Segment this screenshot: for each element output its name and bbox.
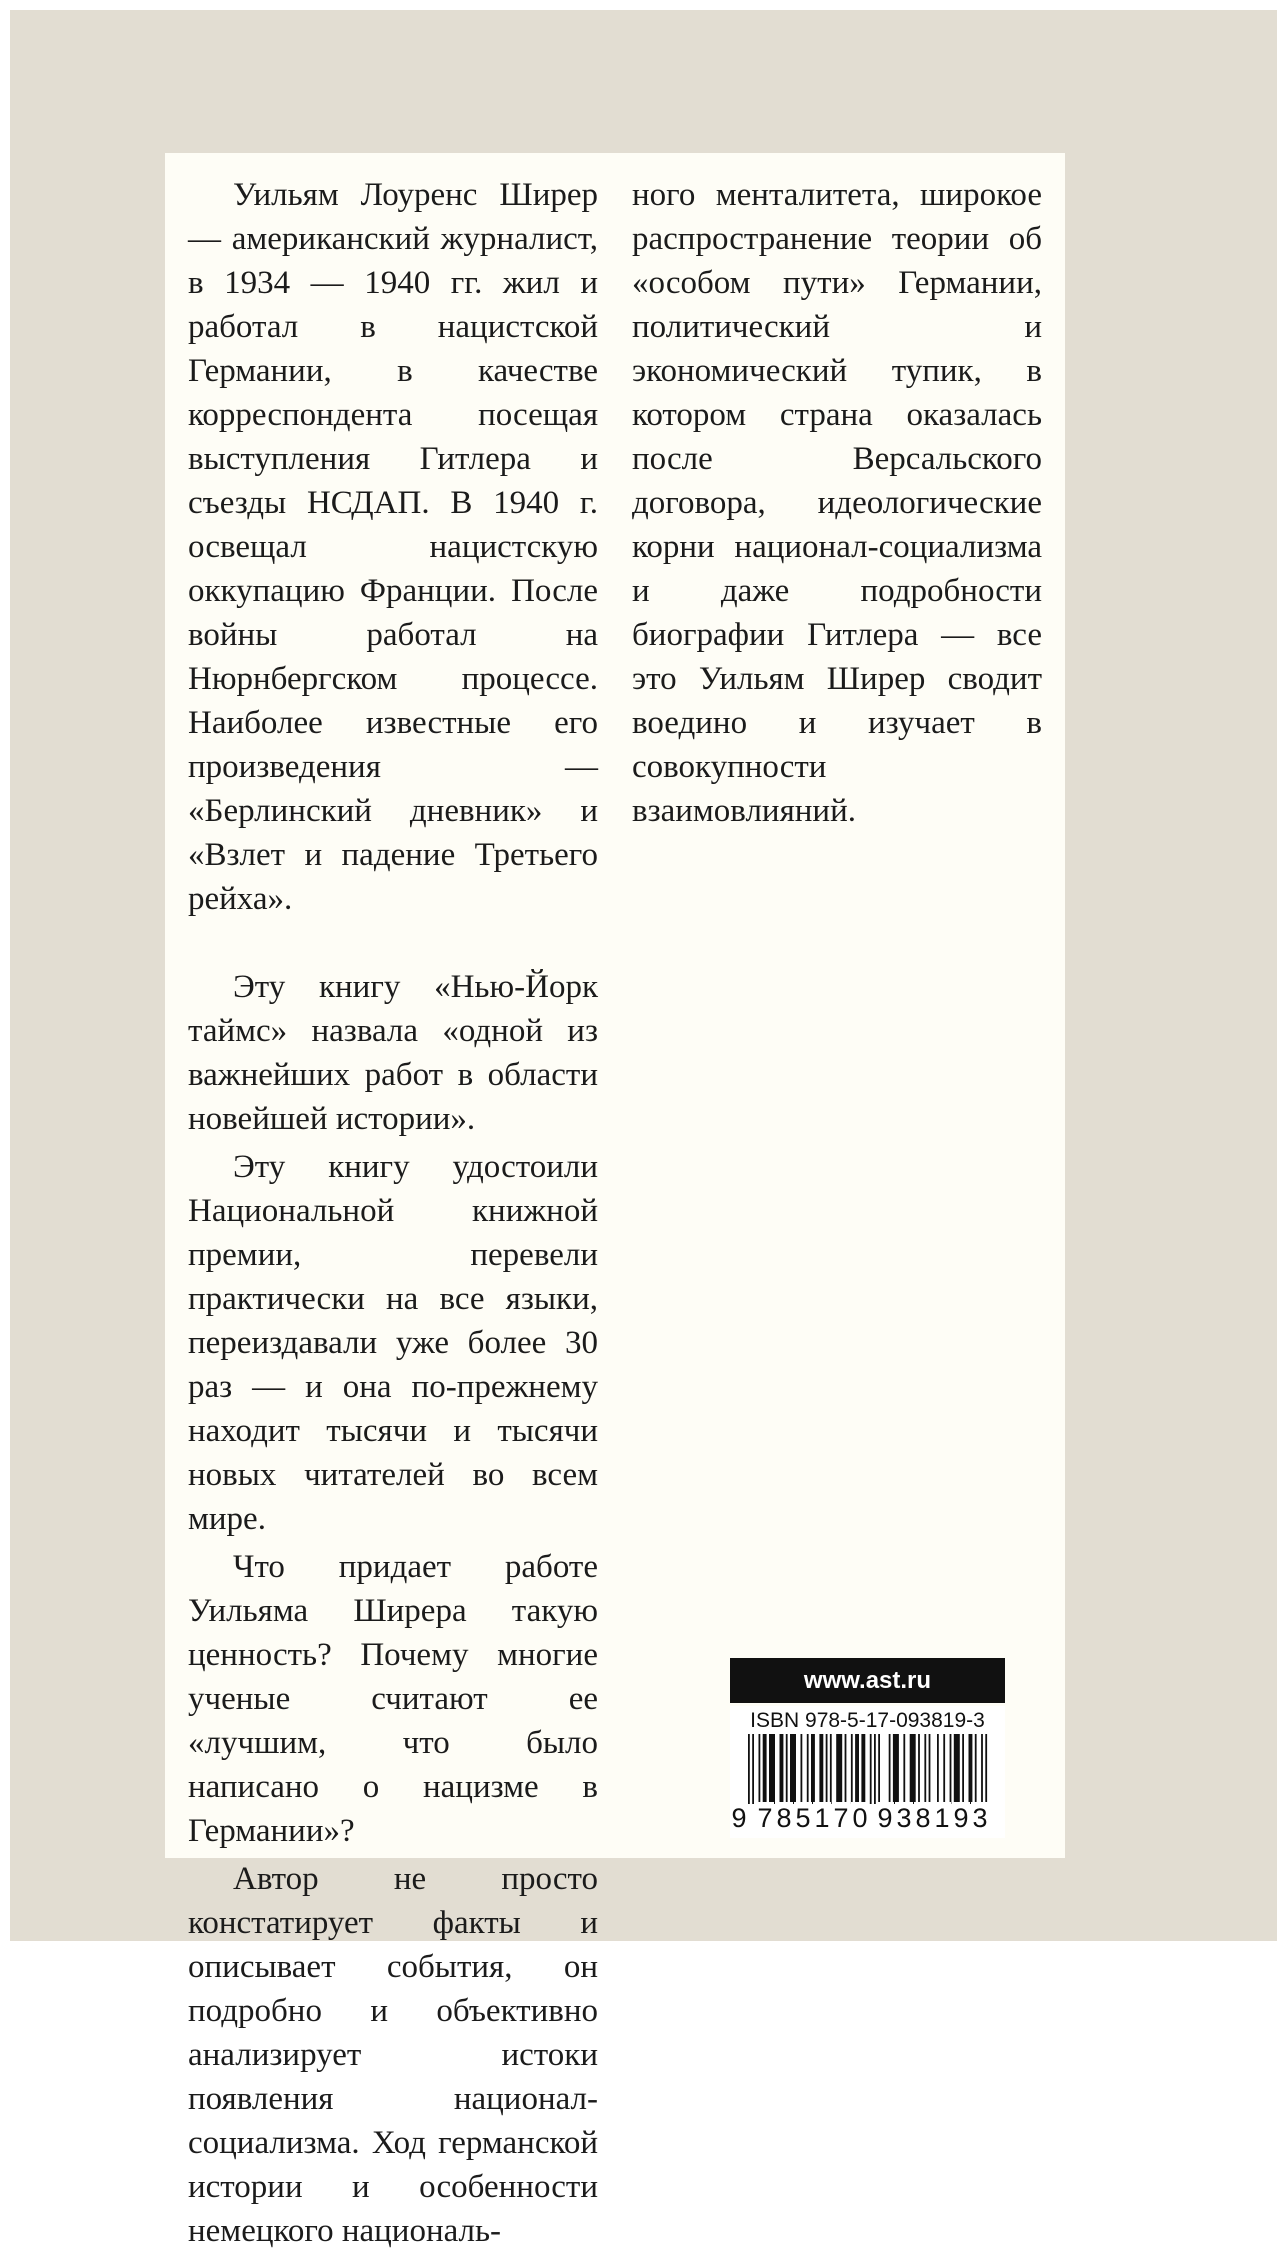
barcode-bar xyxy=(826,1734,828,1804)
barcode-bar xyxy=(763,1734,767,1804)
barcode-bar xyxy=(985,1734,987,1804)
barcode-digit: 8 xyxy=(776,1803,792,1833)
barcode-digit: 7 xyxy=(833,1803,849,1833)
barcode-bar xyxy=(929,1734,931,1804)
barcode-bar xyxy=(801,1734,803,1804)
barcode-digit: 5 xyxy=(795,1803,811,1833)
barcode-bar xyxy=(819,1734,823,1804)
barcode-digit: 7 xyxy=(757,1803,773,1833)
barcode-bar xyxy=(870,1734,872,1804)
barcode-digit: 9 xyxy=(877,1803,893,1833)
barcode-bar xyxy=(811,1734,815,1804)
barcode-bar xyxy=(845,1734,847,1804)
author-bio-paragraph: Уильям Лоуренс Ширер — американский журналист, в 1934 — 1940 гг. жил и работал в нацистской Германии, в качестве корреспондента посещая выступления Гитлера и съезды НСДАП. В 1940 г. освещал нацистскую оккупацию Франции. После войны работал на Нюрнбергском процессе. Наиболее известные его произведения — «Берлинский дневник» и «Взлет и падение Третьего рейха». xyxy=(188,177,598,917)
barcode-bar xyxy=(780,1734,784,1804)
value-question-paragraph: Что придает работе Уильяма Ширера такую ценность? Почему многие ученые считают ее «лучшим, что было написано о нацизме в Германии»? xyxy=(188,1549,598,1849)
barcode-bar xyxy=(752,1734,754,1804)
barcode-bar xyxy=(954,1734,960,1804)
barcode-bar xyxy=(748,1734,750,1804)
barcode-digit: 8 xyxy=(915,1803,931,1833)
barcode-bar xyxy=(830,1734,832,1804)
barcode-digit: 3 xyxy=(972,1803,988,1833)
barcode-bar xyxy=(903,1734,905,1804)
barcode-bar xyxy=(943,1734,945,1804)
barcode-digit: 9 xyxy=(953,1803,969,1833)
barcode-digit: 1 xyxy=(814,1803,830,1833)
barcode-bar xyxy=(975,1734,977,1804)
barcode-bar xyxy=(851,1734,853,1804)
barcode-bar xyxy=(893,1734,899,1804)
barcode-bar xyxy=(874,1734,876,1804)
barcode-bar xyxy=(861,1734,865,1804)
awards-paragraph: Эту книгу удостоили Национальной книжной премии, перевели практически на все языки, переиздавали уже более 30 раз — и она по-прежнему находит тысячи и тысячи новых читателей во всем мире. xyxy=(188,1149,598,1537)
right-text-column xyxy=(632,173,1042,833)
barcode-block xyxy=(730,1706,1005,1838)
left-text-column xyxy=(188,173,598,2253)
barcode-bar xyxy=(855,1734,859,1804)
barcode-bar xyxy=(807,1734,809,1804)
book-back-cover xyxy=(165,153,1065,2249)
barcode-bar xyxy=(759,1734,761,1804)
barcode-digit: 1 xyxy=(934,1803,950,1833)
nyt-quote-paragraph: Эту книгу «Нью-Йорк таймс» назвала «одной из важнейших работ в области новейшей истории». xyxy=(188,969,598,1137)
analysis-paragraph: Автор не просто констатирует факты и описывает события, он подробно и объективно анализирует истоки появления национал-социализма. Ход германской истории и особенности немецкого националь- xyxy=(188,1861,598,2249)
outer-frame xyxy=(10,10,1277,2249)
isbn-label: ISBN 978-5-17-093819-3 xyxy=(750,1709,985,1732)
barcode-bars xyxy=(730,1734,1005,1804)
barcode-bar xyxy=(910,1734,916,1804)
barcode-bar xyxy=(924,1734,926,1804)
barcode-bar xyxy=(950,1734,952,1804)
continuation-paragraph: ного менталитета, широкое распространение теории об «особом пути» Германии, политический и экономический тупик, в котором страна оказалась после Версальского договора, идеологические корни национал-социализма и даже подробности биографии Гитлера — все это Уильям Ширер сводит воедино и изучает в совокупности взаимовлияний. xyxy=(632,177,1042,829)
barcode-bar xyxy=(786,1734,788,1804)
barcode-bar xyxy=(969,1734,973,1804)
barcode-digit: 3 xyxy=(896,1803,912,1833)
barcode-digit: 9 xyxy=(731,1803,747,1833)
barcode-bar xyxy=(937,1734,939,1804)
barcode-digits xyxy=(730,1802,1005,1836)
barcode-bar xyxy=(878,1734,880,1804)
barcode-bar xyxy=(790,1734,796,1804)
publisher-url: www.ast.ru xyxy=(730,1658,1005,1703)
barcode-bar xyxy=(769,1734,775,1804)
barcode-bar xyxy=(889,1734,891,1804)
barcode-bar xyxy=(962,1734,964,1804)
barcode-bar xyxy=(836,1734,842,1804)
barcode-digit: 0 xyxy=(852,1803,868,1833)
barcode-bar xyxy=(981,1734,983,1804)
barcode-bar xyxy=(918,1734,920,1804)
